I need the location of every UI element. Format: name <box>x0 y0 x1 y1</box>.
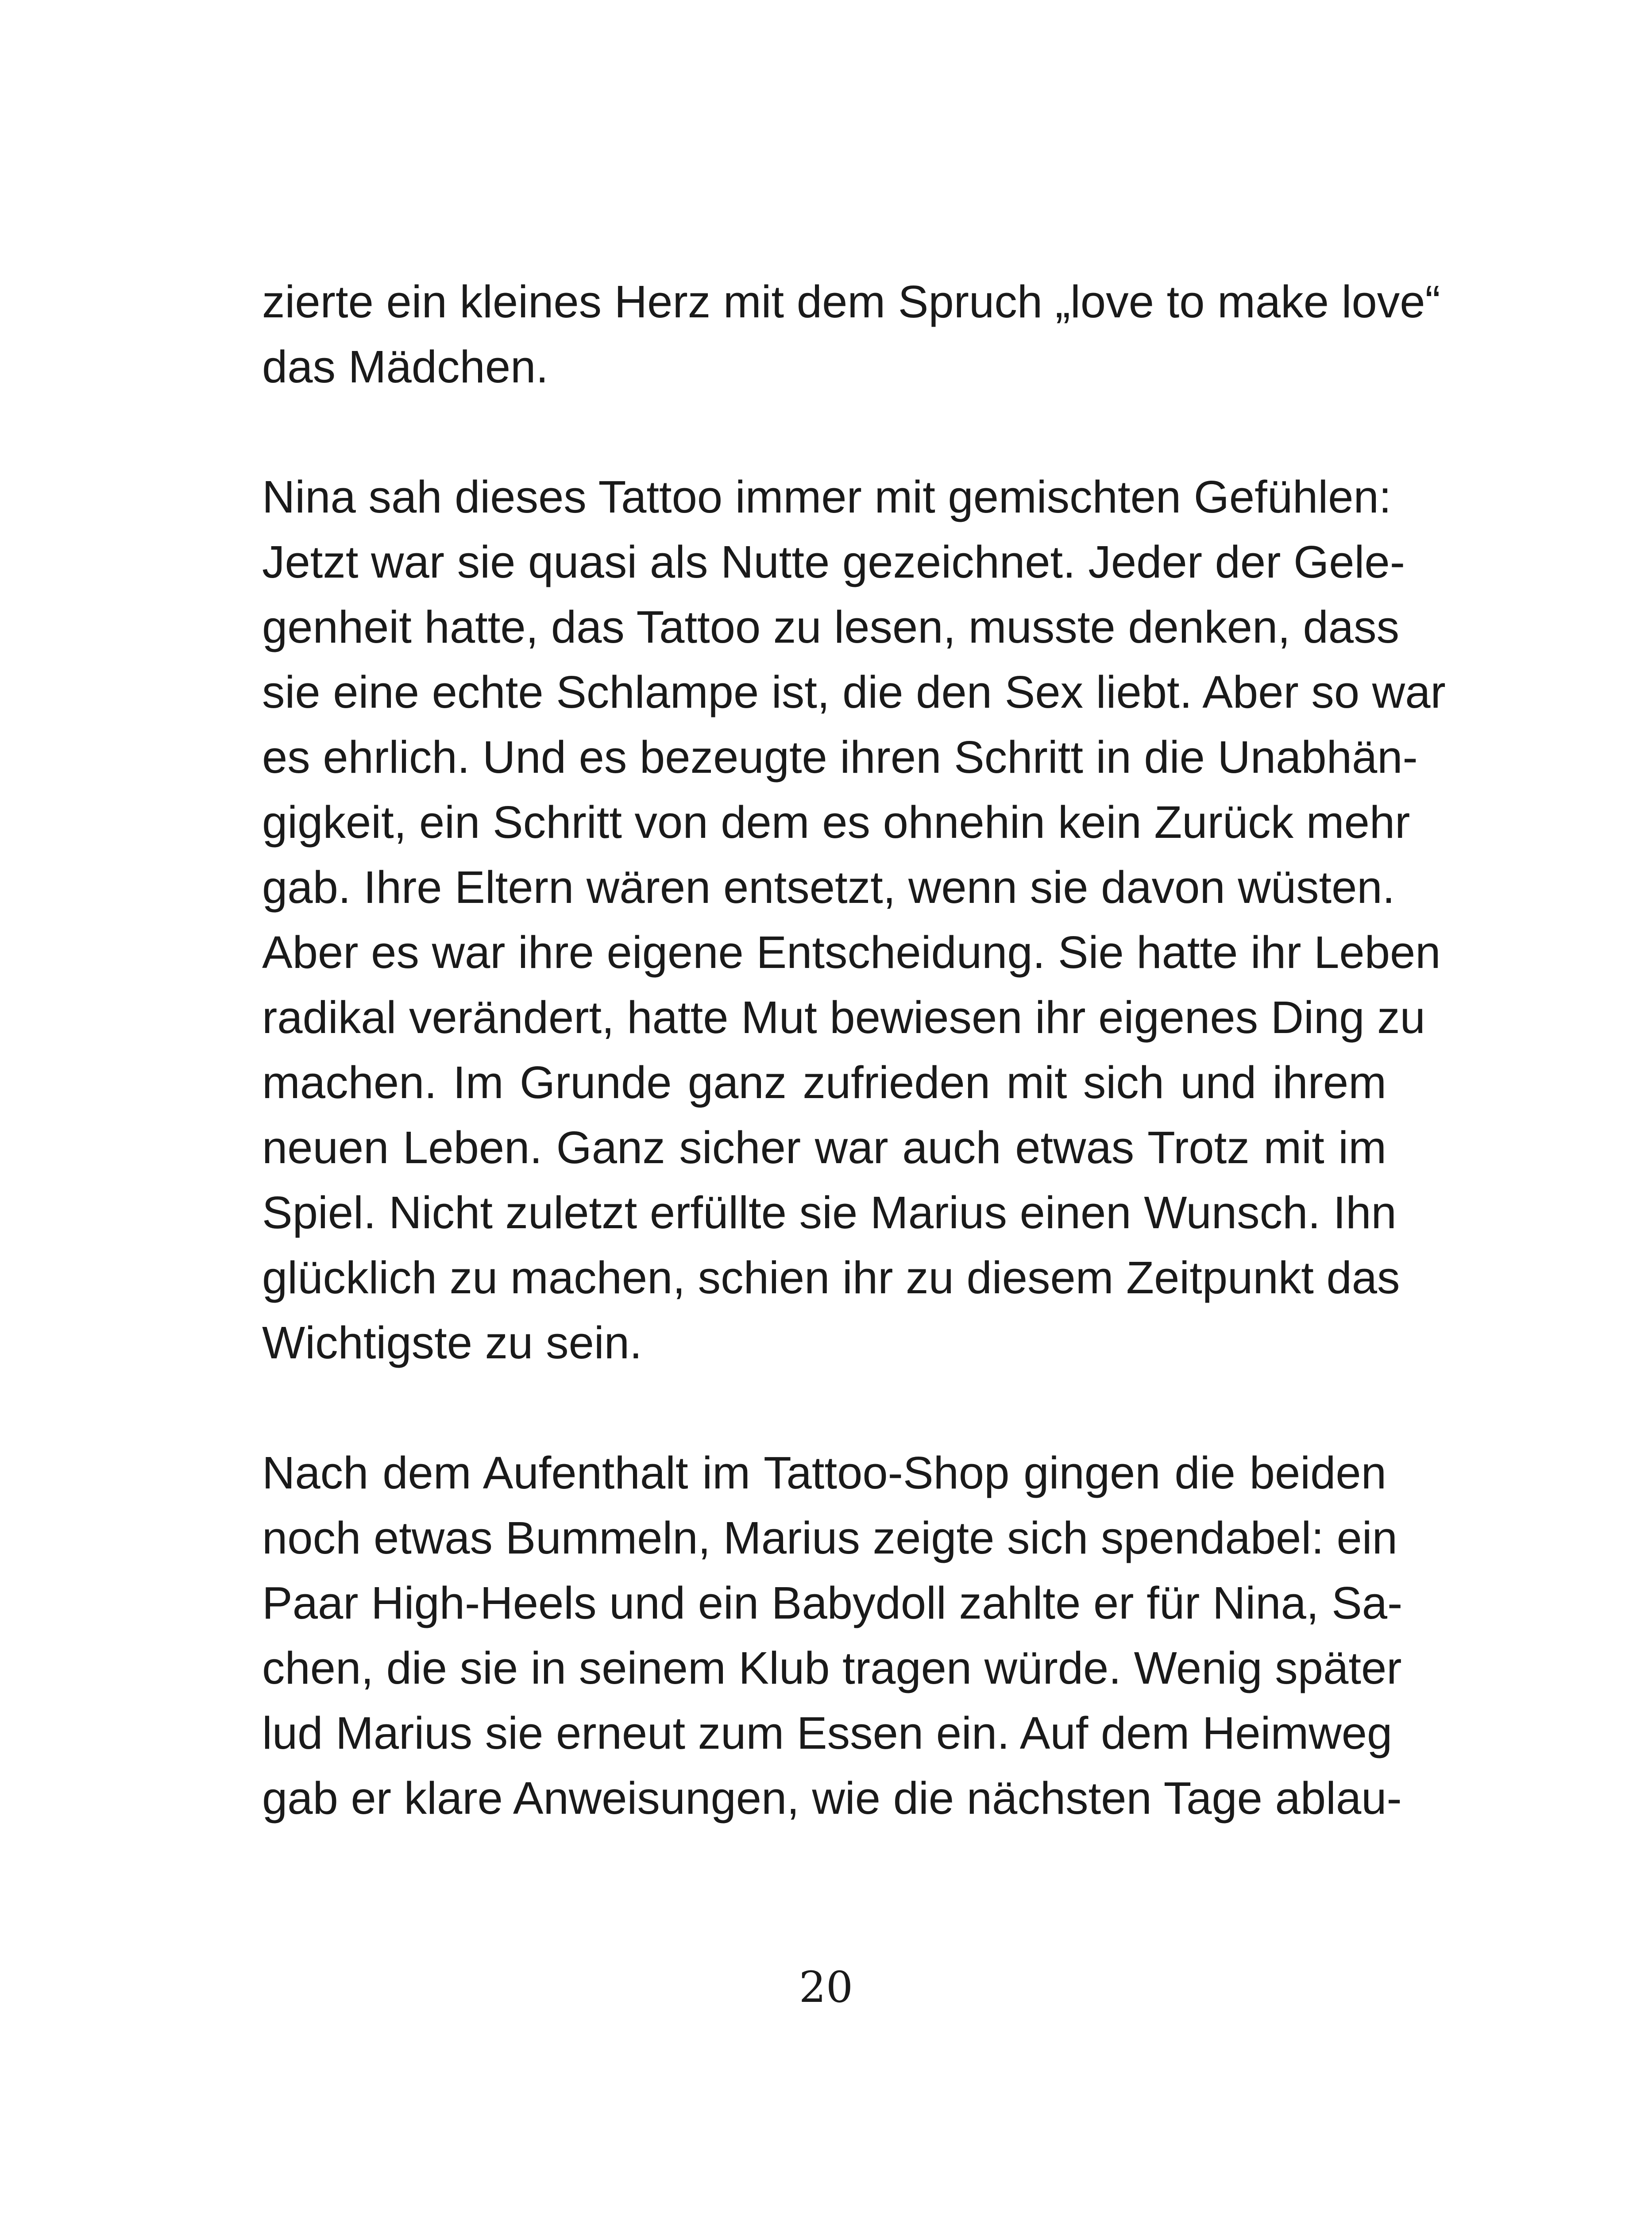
paragraph-2 <box>262 464 1446 1375</box>
paragraph-gap <box>262 1375 1386 1440</box>
text-line: Wichtigste zu sein. <box>262 1317 642 1368</box>
paragraph-3 <box>262 1440 1403 1831</box>
text-line: Aber es war ihre eigene Entscheidung. Sie hatte ihr Leben <box>262 927 1441 978</box>
text-line: gab er klare Anweisungen, wie die nächsten Tage ablau- <box>262 1773 1402 1824</box>
text-line: neuen Leben. Ganz sicher war auch etwas Trotz mit im <box>262 1122 1386 1173</box>
text-line: es ehrlich. Und es bezeugte ihren Schritt in die Unabhän- <box>262 732 1418 783</box>
text-line: machen. Im Grunde ganz zufrieden mit sich und ihrem <box>262 1057 1386 1108</box>
body-text <box>262 269 1446 1831</box>
paragraph-1 <box>262 269 1440 399</box>
text-line: noch etwas Bummeln, Marius zeigte sich spendabel: ein <box>262 1512 1397 1563</box>
page-number: 20 <box>799 1962 853 2012</box>
text-line: chen, die sie in seinem Klub tragen würde. Wenig später <box>262 1642 1402 1693</box>
text-line: radikal verändert, hatte Mut bewiesen ihr eigenes Ding zu <box>262 992 1425 1043</box>
text-line: gigkeit, ein Schritt von dem es ohnehin kein Zurück mehr <box>262 797 1410 848</box>
text-line: Nach dem Aufenthalt im Tattoo-Shop gingen die beiden <box>262 1447 1386 1498</box>
text-line: Paar High-Heels und ein Babydoll zahlte er für Nina, Sa- <box>262 1577 1403 1628</box>
text-line: Spiel. Nicht zuletzt erfüllte sie Marius einen Wunsch. Ihn <box>262 1187 1397 1238</box>
text-line: Nina sah dieses Tattoo immer mit gemischten Gefühlen: <box>262 471 1392 522</box>
text-line: sie eine echte Schlampe ist, die den Sex liebt. Aber so war <box>262 667 1446 717</box>
text-line: Jetzt war sie quasi als Nutte gezeichnet. Jeder der Gele- <box>262 536 1405 587</box>
text-line: lud Marius sie erneut zum Essen ein. Auf dem Heimweg <box>262 1708 1393 1758</box>
text-line: gab. Ihre Eltern wären entsetzt, wenn sie davon wüsten. <box>262 862 1395 913</box>
paragraph-gap <box>262 399 1386 464</box>
text-line: genheit hatte, das Tattoo zu lesen, musste denken, dass <box>262 601 1400 652</box>
text-line: glücklich zu machen, schien ihr zu diesem Zeitpunkt das <box>262 1252 1400 1303</box>
text-line: zierte ein kleines Herz mit dem Spruch „love to make love“ <box>262 276 1440 327</box>
text-line: das Mädchen. <box>262 341 549 392</box>
